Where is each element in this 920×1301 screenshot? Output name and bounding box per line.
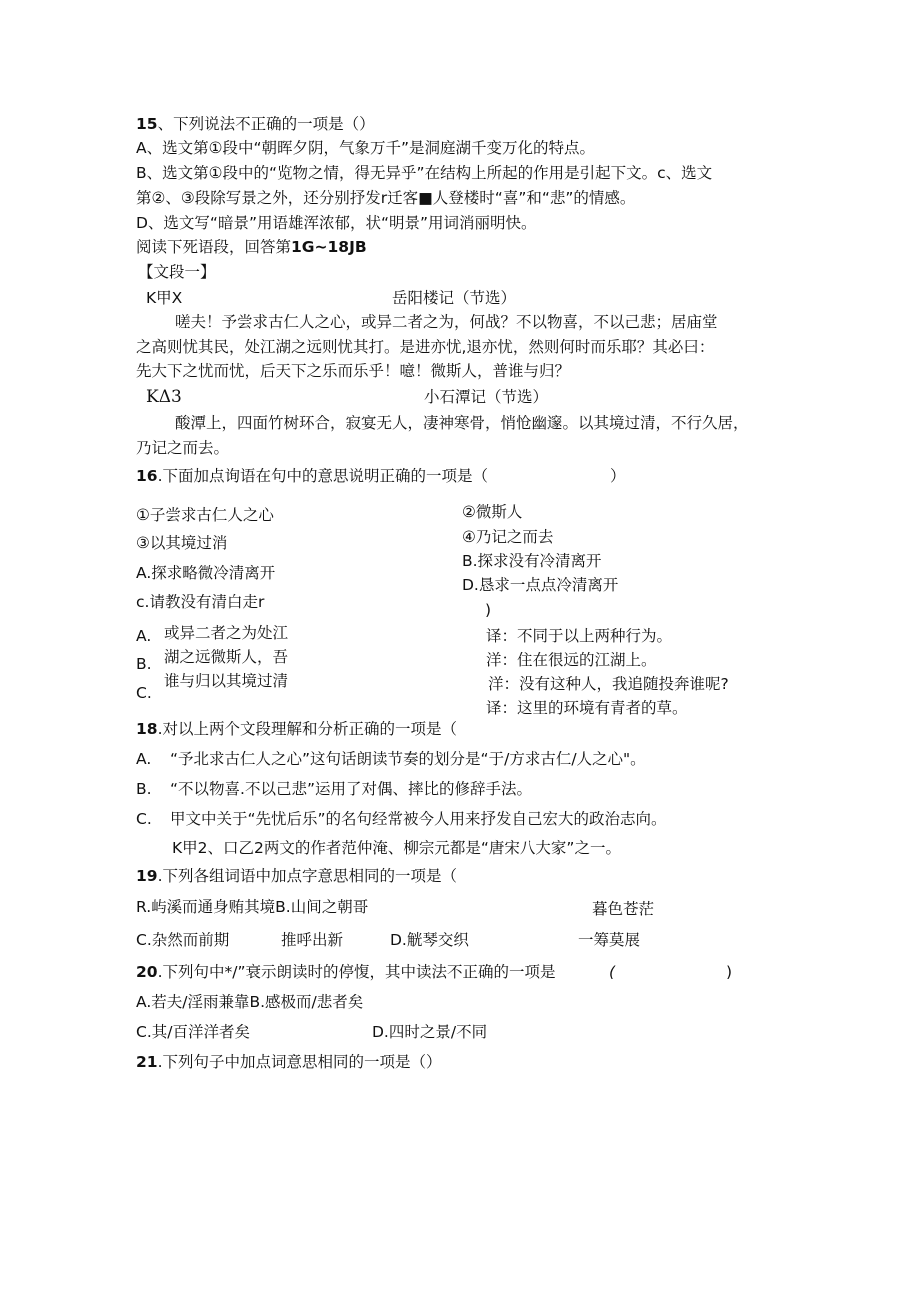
q16-item-2: ②微斯人	[462, 503, 523, 521]
q16-number: 16	[136, 467, 158, 485]
q18-stem: .对以上两个文段理解和分析正确的一项是（	[157, 720, 458, 738]
q16-option-b: B.探求没有冷清离开	[462, 552, 602, 570]
q18-option-d: K甲2、口乙2两文的作者范仲淹、柳宗元都是“唐宋八大家”之一。	[172, 839, 621, 857]
q20-number: 20	[136, 963, 158, 981]
q18-option-c: 甲文中关于“先忧后乐”的名句经常被今人用来抒发自己宏大的政治志向。	[170, 810, 667, 828]
q15-stem: 、下列说法不正确的一项是（）	[157, 115, 375, 133]
q19-number: 19	[136, 867, 158, 885]
passage1-label: 【文段一】	[138, 263, 216, 281]
q19-stem-line	[136, 866, 457, 886]
q20-stem-line	[136, 962, 556, 982]
q15-number: 15	[136, 115, 158, 133]
reading-intro	[136, 237, 367, 257]
q19-option-c-second: 推呼出新	[281, 931, 344, 949]
q16-trailing-paren: )	[485, 601, 492, 619]
q19-option-d-second: 一筹莫展	[578, 931, 641, 949]
q18-stem-line	[136, 719, 457, 739]
passage1-line2: 之高则忧其民，处江湖之远则忧其打。是进亦忧,退亦忧，然则何时而乐耶？其必曰：	[136, 338, 715, 356]
passage1-line3: 先大下之忧而忧，后天下之乐而乐乎！噫！微斯人，普谁与归？	[136, 362, 571, 380]
q15-option-b-line1: B、选文第①段中的“览物之情，得无异乎”在结构上所起的作用是引起下文。c、选文	[136, 164, 713, 182]
q20-option-d: D.四时之景/不同	[372, 1023, 488, 1041]
q17-label-b: B.	[136, 655, 152, 673]
q17-label-a: A.	[136, 627, 152, 645]
q19-option-ab: R.屿溪而通身贿其境B.山间之朝哥	[136, 898, 369, 916]
q17-translation-2: 洋：住在很远的江湖上。	[486, 651, 657, 669]
passage1-line1: 嗟夫！予尝求古仁人之心，或异二者之为，何战？不以物喜，不以己悲；居庙堂	[175, 313, 718, 331]
passage2-line1: 酸潭上，四面竹树环合，寂宴无人，凄神寒骨，悄怆幽邃。以其境过清，不行久居，	[175, 414, 749, 432]
q17-translation-1: 译：不同于以上两种行为。	[486, 627, 673, 645]
q16-item-4: ④乃记之而去	[462, 528, 554, 546]
passage1-title: 岳阳楼记（节选）	[392, 289, 517, 307]
q16-option-a: A.探求略微冷清离开	[136, 564, 276, 582]
q16-stem-close: ）	[610, 467, 626, 485]
q17-label-c: C.	[136, 684, 152, 702]
q18-label-b: B.	[136, 780, 152, 798]
passage2-tag: KΔ3	[146, 387, 182, 407]
q18-label-c: C.	[136, 810, 152, 828]
q18-number: 18	[136, 720, 158, 738]
q15-option-d: D、选文写“暗景”用语雄浑浓郁，状“明景”用词消丽明快。	[136, 214, 537, 232]
q20-option-c: C.其/百洋洋者矣	[136, 1023, 250, 1041]
q20-open-paren: (	[609, 963, 616, 981]
q18-label-a: A.	[136, 750, 152, 768]
q20-option-ab: A.若夫/淫雨兼靠B.感极而/悲者矣	[136, 993, 364, 1011]
q18-option-a: “予北求古仁人之心”这句话朗读节奏的划分是“于/方求古仁/人之心"。	[170, 750, 646, 768]
q19-option-d: D.觥琴交织	[390, 931, 469, 949]
q18-option-b: “不以物喜.不以己悲”运用了对偶、摔比的修辞手法。	[170, 780, 532, 798]
q21-stem: .下列句子中加点词意思相同的一项是（）	[157, 1053, 442, 1071]
q20-close-paren: )	[726, 963, 733, 981]
q21-number: 21	[136, 1053, 158, 1071]
q16-option-d: D.恳求一点点冷清离开	[462, 576, 619, 594]
q19-stem: .下列各组词语中加点字意思相同的一项是（	[157, 867, 458, 885]
q17-sentence-2: 湖之远微斯人，吾	[164, 648, 289, 666]
q16-item-1: ①子尝求古仁人之心	[136, 506, 274, 524]
reading-intro-text: 阅读下死语段，回答第	[136, 238, 292, 256]
q19-option-c: C.杂然而前期	[136, 931, 230, 949]
q16-item-3: ③以其境过消	[136, 534, 228, 552]
q16-stem-line	[136, 466, 488, 486]
q15-option-a: A、选文第①段中“朝晖夕阴，气象万千”是洞庭湖千变万化的特点。	[136, 139, 596, 157]
q17-translation-4: 译：这里的环境有青者的草。	[486, 699, 688, 717]
passage2-line2: 乃记之而去。	[136, 439, 230, 457]
passage2-title: 小石潭记（节选）	[424, 388, 549, 406]
passage1-tag: K甲X	[146, 289, 183, 307]
q21-stem-line	[136, 1052, 442, 1072]
q15-stem-line	[136, 114, 375, 134]
q15-option-b-line2: 第②、③段除写景之外，还分别抒发r迁客■人登楼时“喜”和“悲”的情感。	[136, 189, 636, 207]
q17-sentence-1: 或异二者之为处江	[164, 624, 289, 642]
q16-option-c: c.请教没有清白走r	[136, 593, 265, 611]
q16-stem: .下面加点询语在句中的意思说明正确的一项是（	[157, 467, 489, 485]
q17-translation-3: 洋：没有这种人，我追随投奔谁呢?	[488, 675, 729, 693]
q20-stem: .下列句中*/”衰示朗读时的停愎，其中读法不正确的一项是	[157, 963, 556, 981]
q19-option-b-second: 暮色苍茫	[592, 900, 655, 918]
reading-intro-range: 1G~18JB	[291, 238, 367, 256]
q17-sentence-3: 谁与归以其境过清	[164, 672, 289, 690]
